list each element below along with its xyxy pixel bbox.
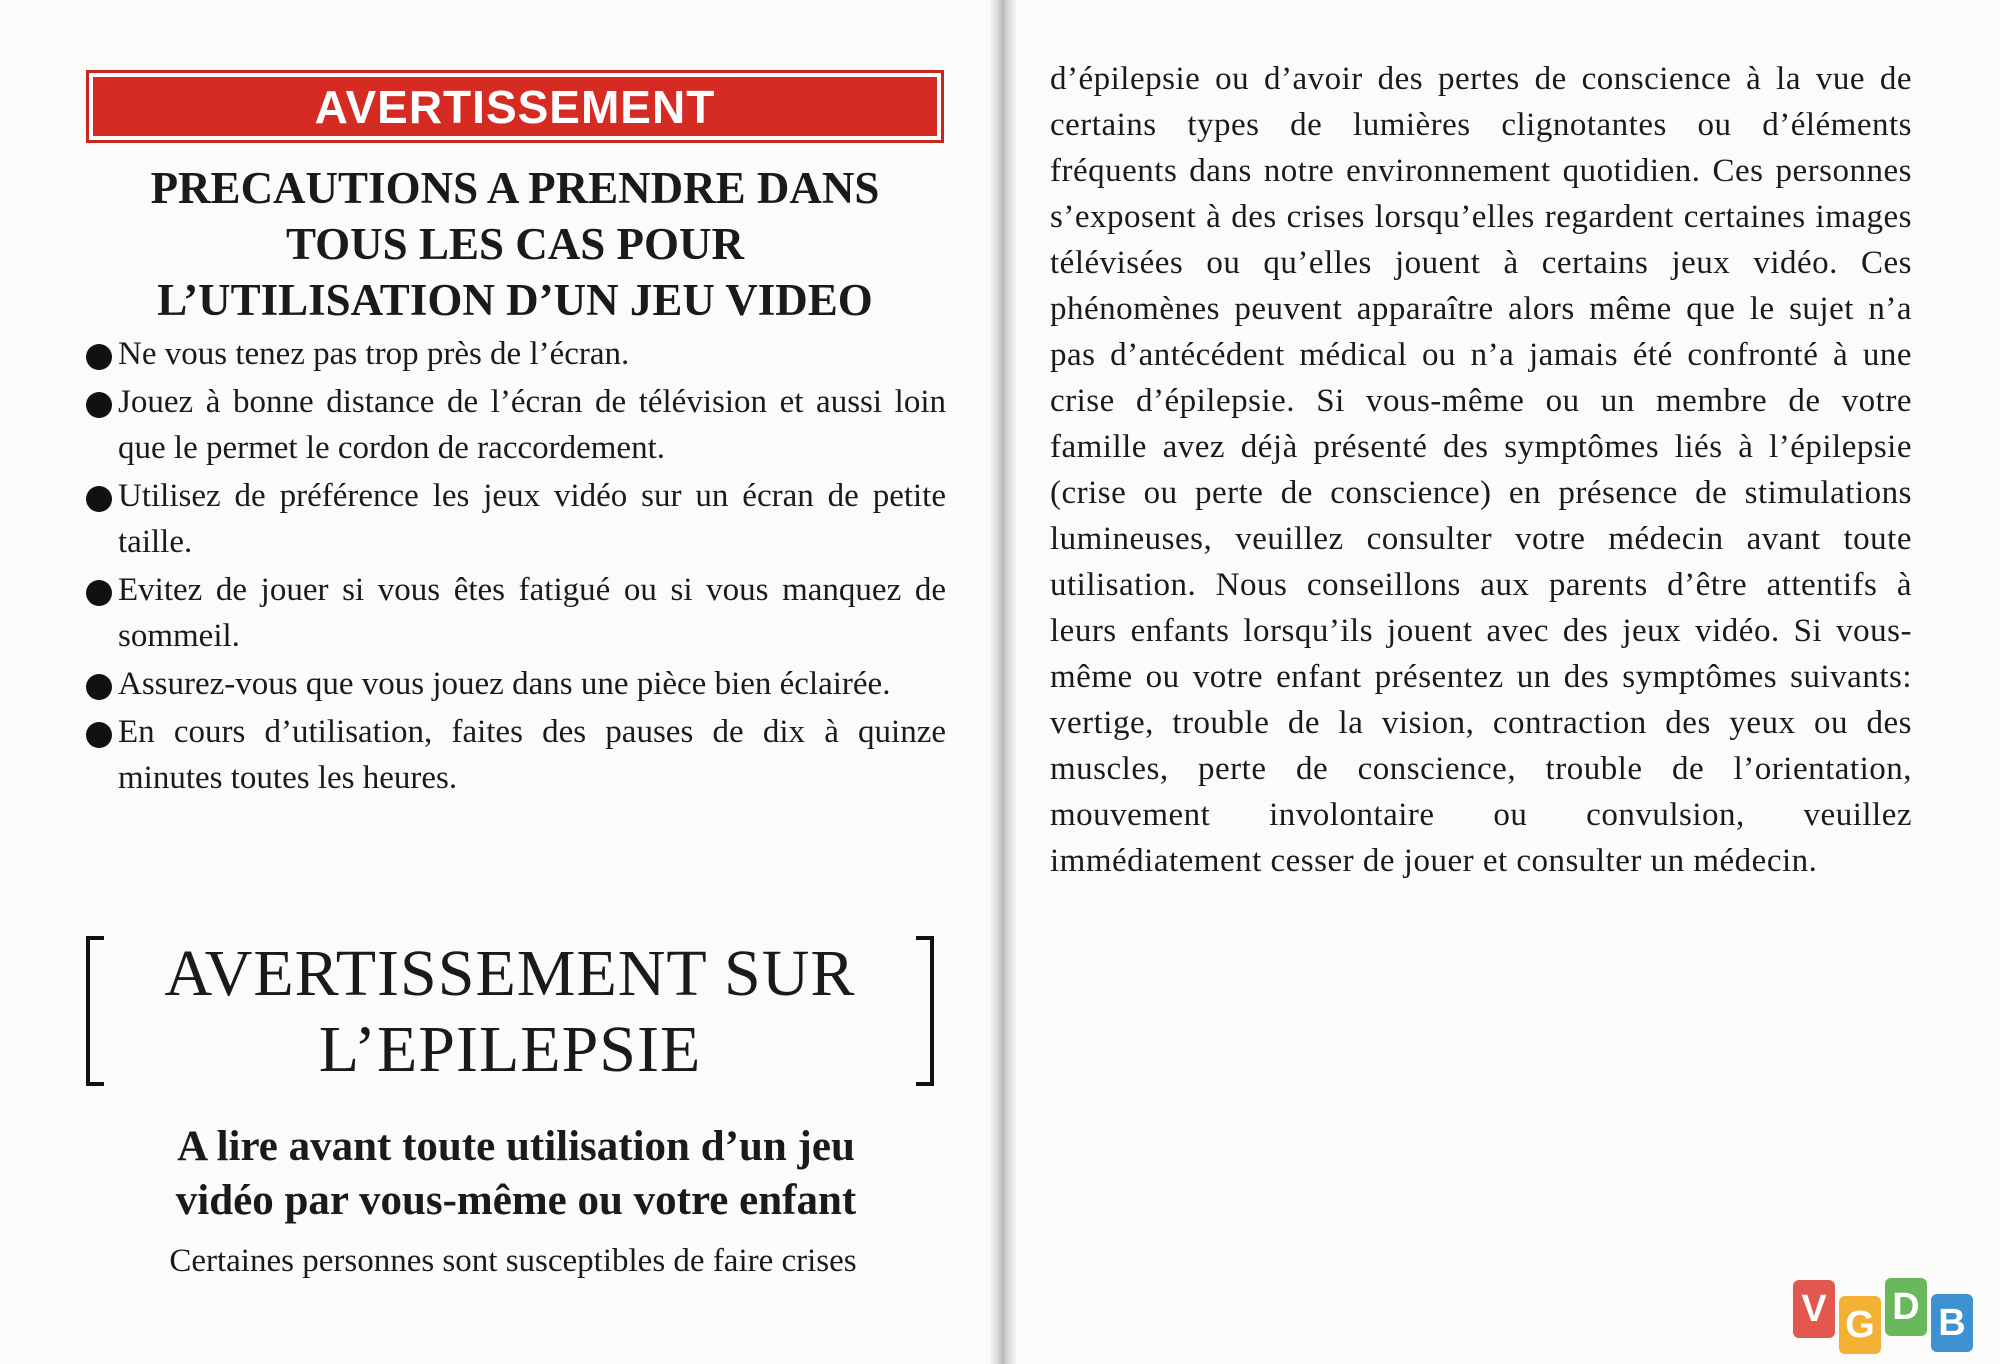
- logo-tile-g: G: [1839, 1296, 1881, 1354]
- logo-tile-d: D: [1885, 1278, 1927, 1336]
- page-gutter: [990, 0, 1016, 1364]
- bullet-icon: [86, 486, 112, 512]
- list-item: Utilisez de préférence les jeux vidéo sur un écran de petite taille.: [86, 473, 946, 565]
- warning-banner-label: AVERTISSEMENT: [93, 77, 937, 136]
- warning-banner: [86, 70, 944, 143]
- right-bracket: [916, 936, 934, 1086]
- bullet-icon: [86, 674, 112, 700]
- bullet-icon: [86, 392, 112, 418]
- epilepsy-title: AVERTISSEMENT SUR L’EPILEPSIE: [164, 937, 856, 1086]
- list-item: En cours d’utilisation, faites des pauses de dix à quinze minutes toutes les heures.: [86, 709, 946, 801]
- list-item: Evitez de jouer si vous êtes fatigué ou si vous manquez de sommeil.: [86, 567, 946, 659]
- bullet-icon: [86, 344, 112, 370]
- left-bracket: [86, 936, 104, 1086]
- logo-tile-v: V: [1793, 1280, 1835, 1338]
- epilepsy-heading-box: [86, 936, 934, 1086]
- bullet-icon: [86, 580, 112, 606]
- read-before-subtitle: A lire avant toute utilisation d’un jeu vidéo par vous-même ou votre enfant: [175, 1123, 857, 1224]
- list-item: Assurez-vous que vous jouez dans une pièce bien éclairée.: [86, 661, 946, 707]
- precaution-list: [86, 331, 946, 803]
- vgdb-logo: [1793, 1276, 1983, 1356]
- epilepsy-body-text: [1050, 56, 1912, 884]
- precautions-title: PRECAUTIONS A PRENDRE DANS TOUS LES CAS POUR L’UTILISATION D’UN JEU VIDEO: [150, 163, 880, 325]
- list-item: Ne vous tenez pas trop près de l’écran.: [86, 331, 946, 377]
- epilepsy-body-start: Certaines personnes sont susceptibles de faire crises: [169, 1243, 857, 1279]
- list-item: Jouez à bonne distance de l’écran de télévision et aussi loin que le permet le cordon de raccordement.: [86, 379, 946, 471]
- logo-tile-b: B: [1931, 1294, 1973, 1352]
- body-paragraph: d’épilepsie ou d’avoir des pertes de conscience à la vue de certains types de lumières clignotantes ou d’éléments fréquents dans notre environnement quotidien. Ces personnes s’exposent à des crises lorsqu’elles regardent certaines images télévisées ou qu’elles jouent à certains jeux vidéo. Ces phénomènes peuvent apparaître alors même que le sujet n’a pas d’antécédent médical ou n’a jamais été confronté à une crise d’épilepsie. Si vous-même ou un membre de votre famille avez déjà présenté des symptômes liés à l’épilepsie (crise ou perte de conscience) en présence de stimulations lumineuses, veuillez consulter votre médecin avant toute utilisation. Nous conseillons aux parents d’être attentifs à leurs enfants lorsqu’ils jouent avec des jeux vidéo. Si vous-même ou votre enfant présentez un des symptômes suivants: vertige, trouble de la vision, contraction des yeux ou des muscles, perte de conscience, trouble de l’orientation, mouvement involontaire ou convulsion, veuillez immédiatement cesser de jouer et consulter un médecin.: [1050, 61, 1912, 879]
- bullet-icon: [86, 722, 112, 748]
